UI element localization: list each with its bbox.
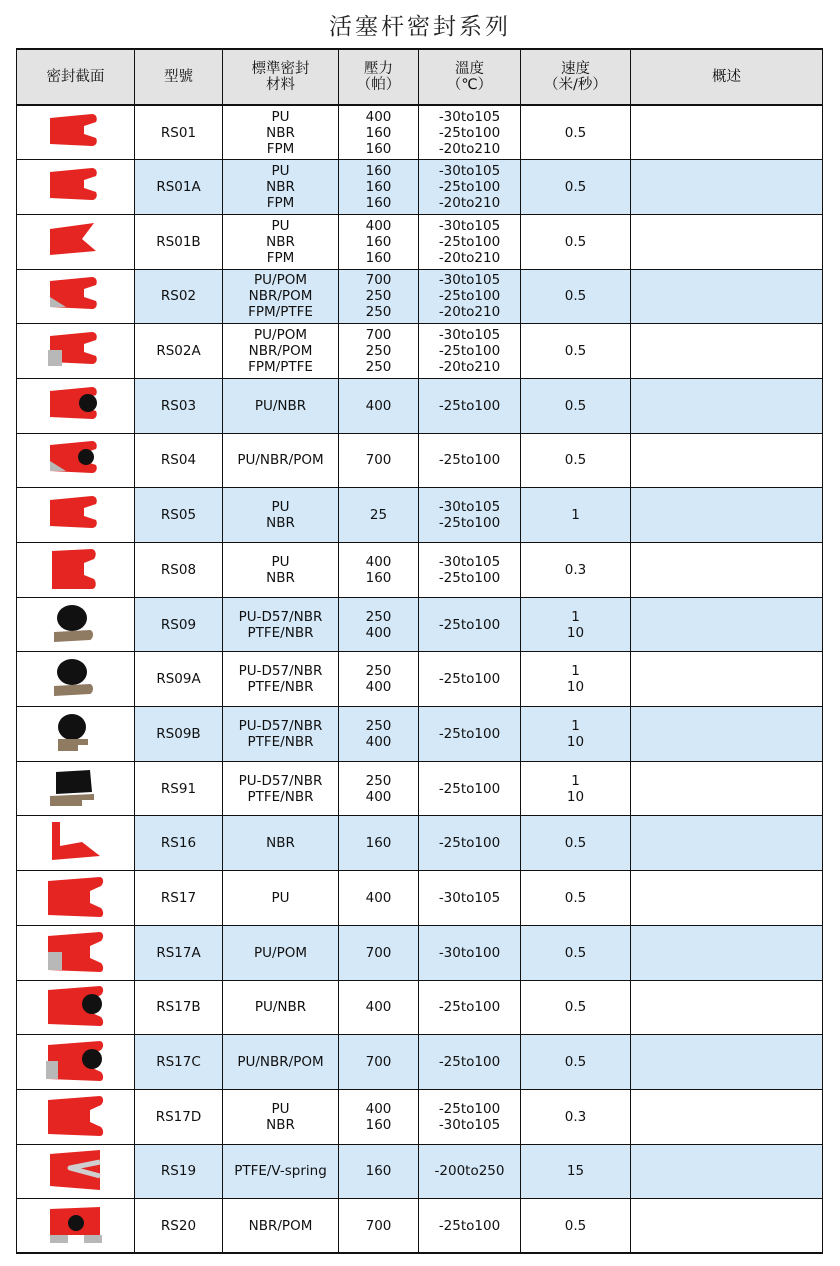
temperature-cell: -25to100 — [419, 433, 521, 488]
model-cell: RS03 — [135, 378, 223, 433]
speed-cell: 0.5 — [521, 378, 631, 433]
seal-u-red-icon — [17, 112, 134, 154]
seal-section-cell — [17, 324, 135, 379]
speed-cell: 0.3 — [521, 1089, 631, 1144]
seal-section-cell — [17, 433, 135, 488]
material-cell: PU NBR FPM — [223, 214, 339, 269]
material-cell: PU/NBR/POM — [223, 433, 339, 488]
temperature-cell: -25to100 — [419, 707, 521, 762]
speed-cell: 0.5 — [521, 160, 631, 215]
description-cell — [631, 925, 823, 980]
header-pressure: 壓力 （帕） — [339, 49, 419, 105]
description-cell — [631, 597, 823, 652]
model-cell: RS09A — [135, 652, 223, 707]
pressure-cell: 700 250 250 — [339, 269, 419, 324]
seal-u-red-icon — [17, 166, 134, 208]
speed-cell: 0.5 — [521, 1199, 631, 1254]
speed-cell: 0.5 — [521, 925, 631, 980]
temperature-cell: -25to100 — [419, 652, 521, 707]
temperature-cell: -25to100 — [419, 597, 521, 652]
description-cell — [631, 543, 823, 598]
speed-cell: 1 10 — [521, 597, 631, 652]
seal-u-oring-wedge-icon — [17, 439, 134, 481]
description-cell — [631, 761, 823, 816]
header-temperature: 溫度 （℃） — [419, 49, 521, 105]
speed-cell: 0.5 — [521, 214, 631, 269]
table-row — [17, 160, 823, 215]
pressure-cell: 250 400 — [339, 652, 419, 707]
table-row — [17, 816, 823, 871]
speed-cell: 0.5 — [521, 871, 631, 926]
material-cell: PU/NBR — [223, 378, 339, 433]
description-cell — [631, 433, 823, 488]
description-cell — [631, 816, 823, 871]
table-row — [17, 871, 823, 926]
seal-v-spring-icon — [17, 1150, 134, 1192]
seal-section-cell — [17, 488, 135, 543]
seal-compact-gray-icon — [17, 1205, 134, 1247]
table-header-row — [17, 49, 823, 105]
seal-section-cell — [17, 1199, 135, 1254]
description-cell — [631, 980, 823, 1035]
seal-u-gray-block-icon — [17, 330, 134, 372]
model-cell: RS02A — [135, 324, 223, 379]
model-cell: RS17B — [135, 980, 223, 1035]
temperature-cell: -25to100 -30to105 — [419, 1089, 521, 1144]
table-row — [17, 488, 823, 543]
description-cell — [631, 652, 823, 707]
speed-cell: 0.5 — [521, 433, 631, 488]
temperature-cell: -30to105 -25to100 — [419, 543, 521, 598]
pressure-cell: 400 160 — [339, 1089, 419, 1144]
model-cell: RS16 — [135, 816, 223, 871]
model-cell: RS17 — [135, 871, 223, 926]
pressure-cell: 400 — [339, 378, 419, 433]
header-section: 密封截面 — [17, 49, 135, 105]
speed-cell: 1 10 — [521, 707, 631, 762]
model-cell: RS20 — [135, 1199, 223, 1254]
table-row — [17, 980, 823, 1035]
speed-cell: 0.5 — [521, 324, 631, 379]
description-cell — [631, 105, 823, 160]
seal-section-cell — [17, 707, 135, 762]
description-cell — [631, 871, 823, 926]
material-cell: PU/POM — [223, 925, 339, 980]
description-cell — [631, 1199, 823, 1254]
seal-tall-u-red-icon — [17, 549, 134, 591]
temperature-cell: -30to105 -25to100 -20to210 — [419, 160, 521, 215]
temperature-cell: -25to100 — [419, 761, 521, 816]
model-cell: RS91 — [135, 761, 223, 816]
seal-wide-u-red-icon — [17, 877, 134, 919]
model-cell: RS02 — [135, 269, 223, 324]
pressure-cell: 700 — [339, 433, 419, 488]
pressure-cell: 400 — [339, 871, 419, 926]
speed-cell: 0.5 — [521, 105, 631, 160]
seal-section-cell — [17, 925, 135, 980]
description-cell — [631, 214, 823, 269]
oring-tan-ring-icon — [17, 658, 134, 700]
pressure-cell: 400 — [339, 980, 419, 1035]
seal-section-cell — [17, 980, 135, 1035]
seal-u-gray-wedge-icon — [17, 275, 134, 317]
material-cell: PU NBR — [223, 543, 339, 598]
speed-cell: 0.5 — [521, 1035, 631, 1090]
material-cell: PTFE/V-spring — [223, 1144, 339, 1199]
table-row — [17, 1035, 823, 1090]
seal-section-cell — [17, 871, 135, 926]
rod-seal-table — [16, 48, 823, 1254]
model-cell: RS17A — [135, 925, 223, 980]
speed-cell: 0.5 — [521, 980, 631, 1035]
description-cell — [631, 1035, 823, 1090]
pressure-cell: 25 — [339, 488, 419, 543]
model-cell: RS17D — [135, 1089, 223, 1144]
temperature-cell: -30to105 -25to100 -20to210 — [419, 105, 521, 160]
description-cell — [631, 160, 823, 215]
pressure-cell: 400 160 160 — [339, 214, 419, 269]
material-cell: PU-D57/NBR PTFE/NBR — [223, 707, 339, 762]
table-row — [17, 1089, 823, 1144]
material-cell: PU — [223, 871, 339, 926]
speed-cell: 0.5 — [521, 269, 631, 324]
oring-tan-ring-icon — [17, 604, 134, 646]
model-cell: RS01B — [135, 214, 223, 269]
square-ring-tan-icon — [17, 768, 134, 810]
description-cell — [631, 1089, 823, 1144]
model-cell: RS19 — [135, 1144, 223, 1199]
material-cell: PU-D57/NBR PTFE/NBR — [223, 597, 339, 652]
temperature-cell: -25to100 — [419, 378, 521, 433]
description-cell — [631, 378, 823, 433]
table-row — [17, 761, 823, 816]
seal-section-cell — [17, 1035, 135, 1090]
model-cell: RS17C — [135, 1035, 223, 1090]
temperature-cell: -25to100 — [419, 1035, 521, 1090]
table-row — [17, 105, 823, 160]
material-cell: PU/NBR/POM — [223, 1035, 339, 1090]
seal-section-cell — [17, 269, 135, 324]
seal-section-cell — [17, 1089, 135, 1144]
pressure-cell: 400 160 — [339, 543, 419, 598]
seal-section-cell — [17, 160, 135, 215]
description-cell — [631, 707, 823, 762]
speed-cell: 15 — [521, 1144, 631, 1199]
seal-wide-u-gray-icon — [17, 932, 134, 974]
temperature-cell: -200to250 — [419, 1144, 521, 1199]
speed-cell: 1 — [521, 488, 631, 543]
seal-section-cell — [17, 1144, 135, 1199]
model-cell: RS09B — [135, 707, 223, 762]
description-cell — [631, 1144, 823, 1199]
description-cell — [631, 324, 823, 379]
seal-wide-u-red-icon — [17, 1096, 134, 1138]
table-row — [17, 378, 823, 433]
table-row — [17, 1144, 823, 1199]
temperature-cell: -30to105 — [419, 871, 521, 926]
seal-wide-u-oring-icon — [17, 986, 134, 1028]
speed-cell: 1 10 — [521, 761, 631, 816]
table-row — [17, 214, 823, 269]
seal-l-red-icon — [17, 822, 134, 864]
seal-u-oring-icon — [17, 385, 134, 427]
description-cell — [631, 488, 823, 543]
model-cell: RS08 — [135, 543, 223, 598]
temperature-cell: -25to100 — [419, 1199, 521, 1254]
table-row — [17, 543, 823, 598]
pressure-cell: 160 160 160 — [339, 160, 419, 215]
seal-asym-u-red-icon — [17, 221, 134, 263]
seal-wide-u-oring-gray-icon — [17, 1041, 134, 1083]
table-row — [17, 925, 823, 980]
material-cell: NBR/POM — [223, 1199, 339, 1254]
seal-section-cell — [17, 543, 135, 598]
model-cell: RS09 — [135, 597, 223, 652]
model-cell: RS04 — [135, 433, 223, 488]
table-row — [17, 433, 823, 488]
speed-cell: 0.5 — [521, 816, 631, 871]
pressure-cell: 250 400 — [339, 597, 419, 652]
pressure-cell: 700 250 250 — [339, 324, 419, 379]
pressure-cell: 400 160 160 — [339, 105, 419, 160]
material-cell: PU/NBR — [223, 980, 339, 1035]
header-speed: 速度 （米/秒） — [521, 49, 631, 105]
seal-section-cell — [17, 597, 135, 652]
seal-section-cell — [17, 761, 135, 816]
table-row — [17, 269, 823, 324]
seal-section-cell — [17, 816, 135, 871]
model-cell: RS01A — [135, 160, 223, 215]
pressure-cell: 250 400 — [339, 707, 419, 762]
pressure-cell: 250 400 — [339, 761, 419, 816]
material-cell: NBR — [223, 816, 339, 871]
material-cell: PU NBR FPM — [223, 105, 339, 160]
header-model: 型號 — [135, 49, 223, 105]
material-cell: PU-D57/NBR PTFE/NBR — [223, 761, 339, 816]
seal-section-cell — [17, 652, 135, 707]
speed-cell: 1 10 — [521, 652, 631, 707]
header-description: 概述 — [631, 49, 823, 105]
model-cell: RS05 — [135, 488, 223, 543]
seal-section-cell — [17, 105, 135, 160]
temperature-cell: -30to105 -25to100 -20to210 — [419, 269, 521, 324]
seal-section-cell — [17, 214, 135, 269]
temperature-cell: -30to105 -25to100 -20to210 — [419, 324, 521, 379]
description-cell — [631, 269, 823, 324]
temperature-cell: -30to100 — [419, 925, 521, 980]
model-cell: RS01 — [135, 105, 223, 160]
material-cell: PU-D57/NBR PTFE/NBR — [223, 652, 339, 707]
material-cell: PU/POM NBR/POM FPM/PTFE — [223, 324, 339, 379]
temperature-cell: -25to100 — [419, 816, 521, 871]
table-row — [17, 652, 823, 707]
pressure-cell: 700 — [339, 1035, 419, 1090]
header-material: 標準密封 材料 — [223, 49, 339, 105]
temperature-cell: -30to105 -25to100 — [419, 488, 521, 543]
material-cell: PU NBR — [223, 488, 339, 543]
table-row — [17, 707, 823, 762]
speed-cell: 0.3 — [521, 543, 631, 598]
pressure-cell: 160 — [339, 1144, 419, 1199]
material-cell: PU/POM NBR/POM FPM/PTFE — [223, 269, 339, 324]
oring-tan-step-icon — [17, 713, 134, 755]
material-cell: PU NBR FPM — [223, 160, 339, 215]
temperature-cell: -25to100 — [419, 980, 521, 1035]
pressure-cell: 700 — [339, 925, 419, 980]
seal-section-cell — [17, 378, 135, 433]
pressure-cell: 160 — [339, 816, 419, 871]
table-row — [17, 324, 823, 379]
table-row — [17, 1199, 823, 1254]
seal-u-red-icon — [17, 494, 134, 536]
temperature-cell: -30to105 -25to100 -20to210 — [419, 214, 521, 269]
table-row — [17, 597, 823, 652]
page-title: 活塞杆密封系列 — [329, 14, 511, 40]
pressure-cell: 700 — [339, 1199, 419, 1254]
material-cell: PU NBR — [223, 1089, 339, 1144]
